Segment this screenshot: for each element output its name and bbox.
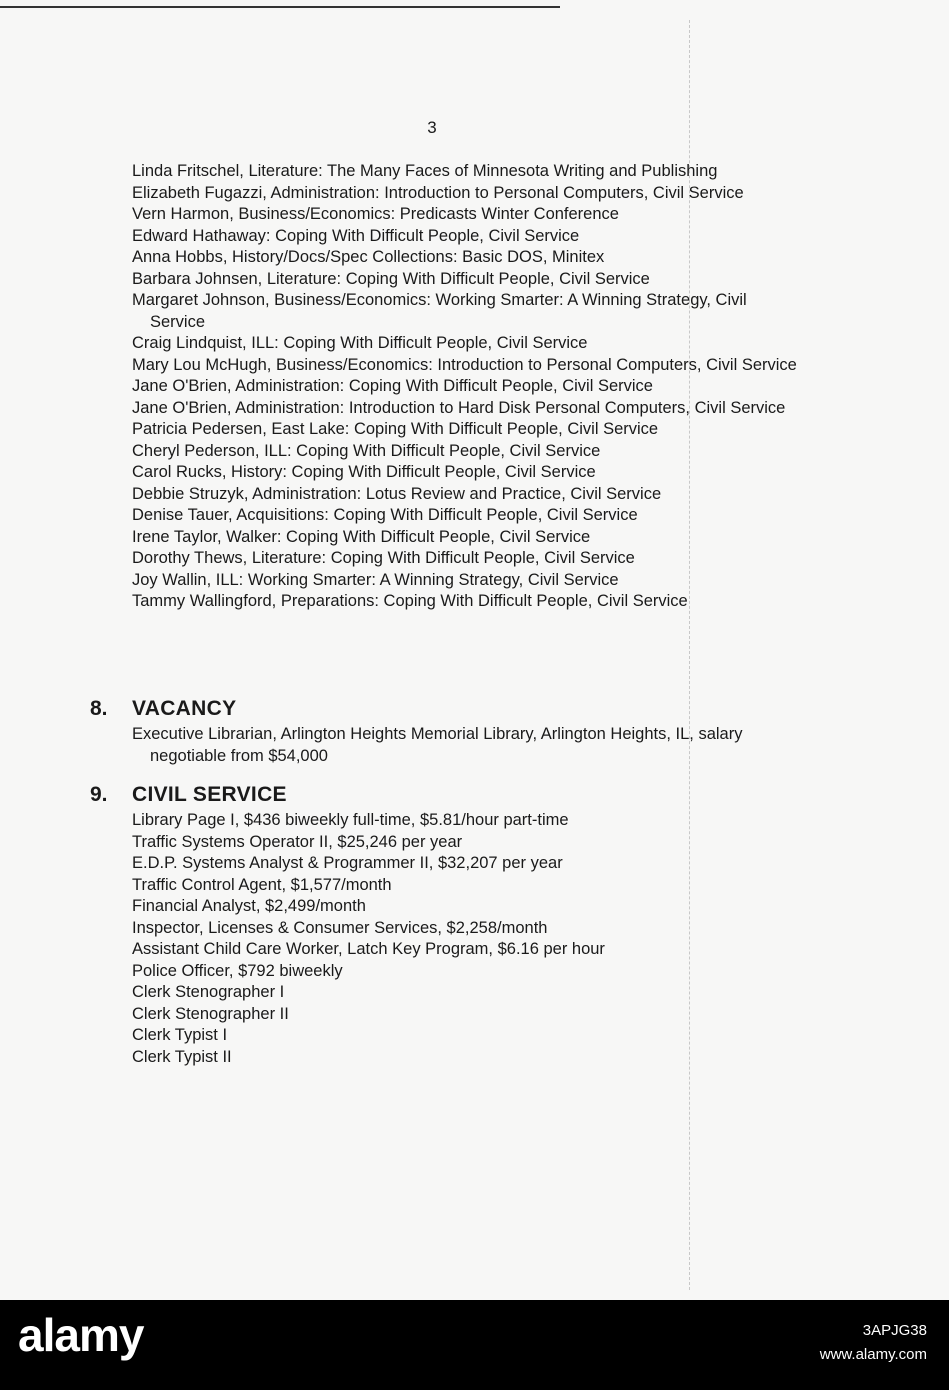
list-item: Cheryl Pederson, ILL: Coping With Difficult People, Civil Service <box>132 441 601 460</box>
brand-url: www.alamy.com <box>819 1346 927 1363</box>
list-item: Joy Wallin, ILL: Working Smarter: A Winning Strategy, Civil Service <box>132 570 619 589</box>
list-item: Jane O'Brien, Administration: Coping With Difficult People, Civil Service <box>132 377 653 395</box>
list-item: Traffic Systems Operator II, $25,246 per year <box>132 832 463 851</box>
list-item: Barbara Johnsen, Literature: Coping With Difficult People, Civil Service <box>132 269 650 288</box>
list-item: Patricia Pedersen, East Lake: Coping With Difficult People, Civil Service <box>132 420 659 438</box>
vacancy-section <box>90 697 810 767</box>
list-item: Assistant Child Care Worker, Latch Key Program, $6.16 per hour <box>132 940 605 958</box>
vacancy-heading <box>90 697 810 724</box>
section-number: 9. <box>90 783 108 806</box>
list-item: Craig Lindquist, ILL: Coping With Difficult People, Civil Service <box>132 334 588 352</box>
list-item: E.D.P. Systems Analyst & Programmer II, $32,207 per year <box>132 854 563 872</box>
civil-service-heading <box>90 783 810 810</box>
list-item: Irene Taylor, Walker: Coping With Difficult People, Civil Service <box>132 527 591 546</box>
list-item: Inspector, Licenses & Consumer Services, $2,258/month <box>132 918 548 937</box>
list-item: Elizabeth Fugazzi, Administration: Introduction to Personal Computers, Civil Service <box>132 183 744 202</box>
list-item: Clerk Typist I <box>132 1026 228 1044</box>
image-id: 3APJG38 <box>862 1322 927 1339</box>
civil-service-list <box>132 810 797 1068</box>
vacancy-text: Executive Librarian, Arlington Heights Memorial Library, Arlington Heights, IL, salary negotiable from $54,000 <box>132 725 743 765</box>
list-item: Jane O'Brien, Administration: Introduction to Hard Disk Personal Computers, Civil Service <box>132 398 786 417</box>
section-number: 8. <box>90 697 108 720</box>
section-title: VACANCY <box>132 697 237 720</box>
list-item: Tammy Wallingford, Preparations: Coping With Difficult People, Civil Service <box>132 592 688 610</box>
section-title: CIVIL SERVICE <box>132 783 287 806</box>
list-item: Vern Harmon, Business/Economics: Predicasts Winter Conference <box>132 205 619 223</box>
list-item: Denise Tauer, Acquisitions: Coping With Difficult People, Civil Service <box>132 506 638 524</box>
training-list <box>132 161 797 613</box>
list-item: Clerk Typist II <box>132 1047 232 1066</box>
list-item: Financial Analyst, $2,499/month <box>132 897 366 915</box>
list-item: Mary Lou McHugh, Business/Economics: Introduction to Personal Computers, Civil Service <box>132 355 797 374</box>
list-item: Police Officer, $792 biweekly <box>132 961 343 980</box>
brand-logo: alamy <box>18 1309 144 1361</box>
list-item: Debbie Struzyk, Administration: Lotus Review and Practice, Civil Service <box>132 484 662 503</box>
list-item: Library Page I, $436 biweekly full-time, $5.81/hour part-time <box>132 811 569 829</box>
list-item: Linda Fritschel, Literature: The Many Faces of Minnesota Writing and Publishing <box>132 162 718 180</box>
list-item: Traffic Control Agent, $1,577/month <box>132 875 392 894</box>
civil-service-section <box>90 783 810 1068</box>
list-item: Edward Hathaway: Coping With Difficult People, Civil Service <box>132 226 580 245</box>
top-rule <box>0 6 560 8</box>
list-item: Dorothy Thews, Literature: Coping With Difficult People, Civil Service <box>132 549 635 567</box>
list-item: Carol Rucks, History: Coping With Difficult People, Civil Service <box>132 463 596 481</box>
list-item: Clerk Stenographer I <box>132 983 285 1001</box>
list-item: Margaret Johnson, Business/Economics: Working Smarter: A Winning Strategy, Civil Service <box>132 291 747 331</box>
list-item: Anna Hobbs, History/Docs/Spec Collections: Basic DOS, Minitex <box>132 248 605 266</box>
page-number: 3 <box>427 118 437 137</box>
list-item: Clerk Stenographer II <box>132 1004 289 1023</box>
